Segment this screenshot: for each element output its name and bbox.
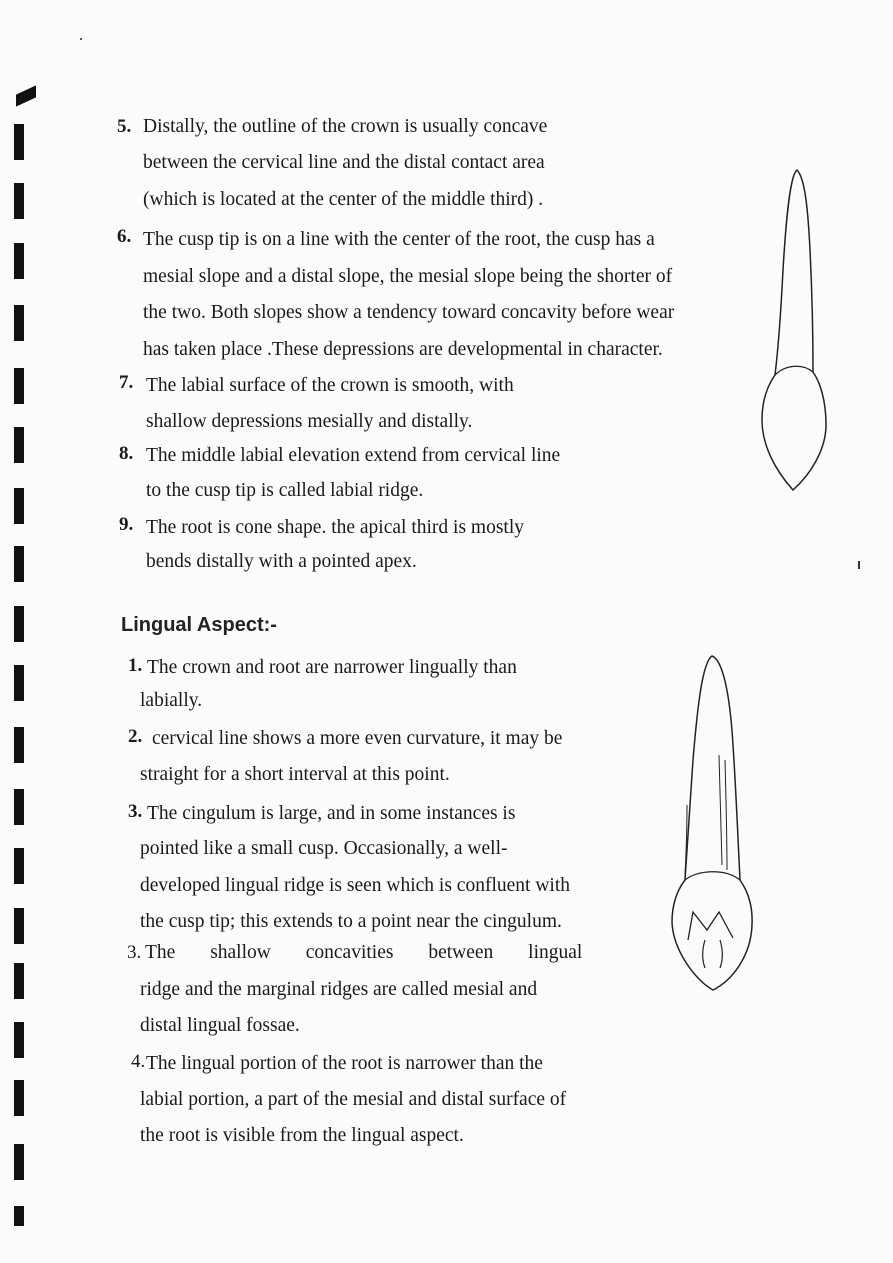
binding-mark: [14, 427, 24, 463]
item-number: 7.: [119, 372, 134, 393]
binding-mark: [14, 488, 24, 524]
binding-mark: [14, 1022, 24, 1058]
item-line: between the cervical line and the distal contact area: [143, 152, 545, 173]
item-line: labial portion, a part of the mesial and distal surface of: [140, 1089, 567, 1110]
binding-mark: [14, 908, 24, 944]
item-number: 1.: [128, 655, 143, 676]
item-number: 4.: [131, 1051, 146, 1072]
item-number: 6.: [117, 226, 132, 247]
binding-mark: [14, 183, 24, 219]
item-number: 8.: [119, 443, 134, 464]
binding-mark: [14, 848, 24, 884]
item-line: pointed like a small cusp. Occasionally, a well-: [140, 838, 508, 859]
item-line: Distally, the outline of the crown is usually concave: [143, 116, 548, 137]
binding-mark: [14, 665, 24, 701]
item-line: The middle labial elevation extend from cervical line: [146, 445, 561, 466]
item-number: 5.: [117, 116, 132, 137]
item-line: the root is visible from the lingual aspect.: [140, 1125, 464, 1146]
binding-mark: [14, 1144, 24, 1180]
item-line: the two. Both slopes show a tendency toward concavity before wear: [143, 302, 675, 323]
item-line: mesial slope and a distal slope, the mesial slope being the shorter of: [143, 266, 673, 287]
item-line: the cusp tip; this extends to a point near the cingulum.: [140, 911, 562, 932]
item-number: 3.: [128, 801, 143, 822]
scan-speck: [80, 38, 82, 40]
binding-mark: [14, 963, 24, 999]
item-line: has taken place .These depressions are developmental in character.: [143, 339, 663, 360]
item-line: The labial surface of the crown is smooth, with: [146, 375, 514, 396]
item-number: 3.: [127, 942, 142, 963]
binding-mark: [14, 606, 24, 642]
item-line: straight for a short interval at this point.: [140, 764, 450, 785]
binding-mark: [14, 305, 24, 341]
binding-mark: [14, 789, 24, 825]
binding-mark: [14, 368, 24, 404]
tooth-lingual-figure: [665, 650, 760, 1000]
item-line: (which is located at the center of the middle third) .: [143, 189, 544, 210]
section-heading: Lingual Aspect:-: [121, 614, 277, 636]
item-line: The lingual portion of the root is narrower than the: [146, 1053, 543, 1074]
binding-mark: [14, 1206, 24, 1226]
item-line: shallow depressions mesially and distally.: [146, 411, 473, 432]
binding-mark: [14, 124, 24, 160]
scan-speck: [858, 561, 860, 569]
item-line: The crown and root are narrower lingually than: [147, 657, 517, 678]
item-line: labially.: [140, 690, 203, 711]
item-line: bends distally with a pointed apex.: [146, 551, 417, 572]
item-line: The shallow concavities between lingual: [145, 942, 583, 963]
item-number: 9.: [119, 514, 134, 535]
binding-mark: [14, 1080, 24, 1116]
item-line: ridge and the marginal ridges are called mesial and: [140, 979, 538, 1000]
item-line: cervical line shows a more even curvature, it may be: [152, 728, 563, 749]
binding-mark: [16, 85, 36, 106]
item-line: developed lingual ridge is seen which is confluent with: [140, 875, 570, 896]
item-line: The root is cone shape. the apical third is mostly: [146, 517, 524, 538]
item-line: distal lingual fossae.: [140, 1015, 300, 1036]
tooth-labial-figure: [750, 160, 840, 500]
binding-mark: [14, 727, 24, 763]
item-line: The cingulum is large, and in some instances is: [147, 803, 516, 824]
binding-mark: [14, 243, 24, 279]
item-line: to the cusp tip is called labial ridge.: [146, 480, 424, 501]
item-number: 2.: [128, 726, 143, 747]
binding-mark: [14, 546, 24, 582]
item-line: The cusp tip is on a line with the center of the root, the cusp has a: [143, 229, 655, 250]
